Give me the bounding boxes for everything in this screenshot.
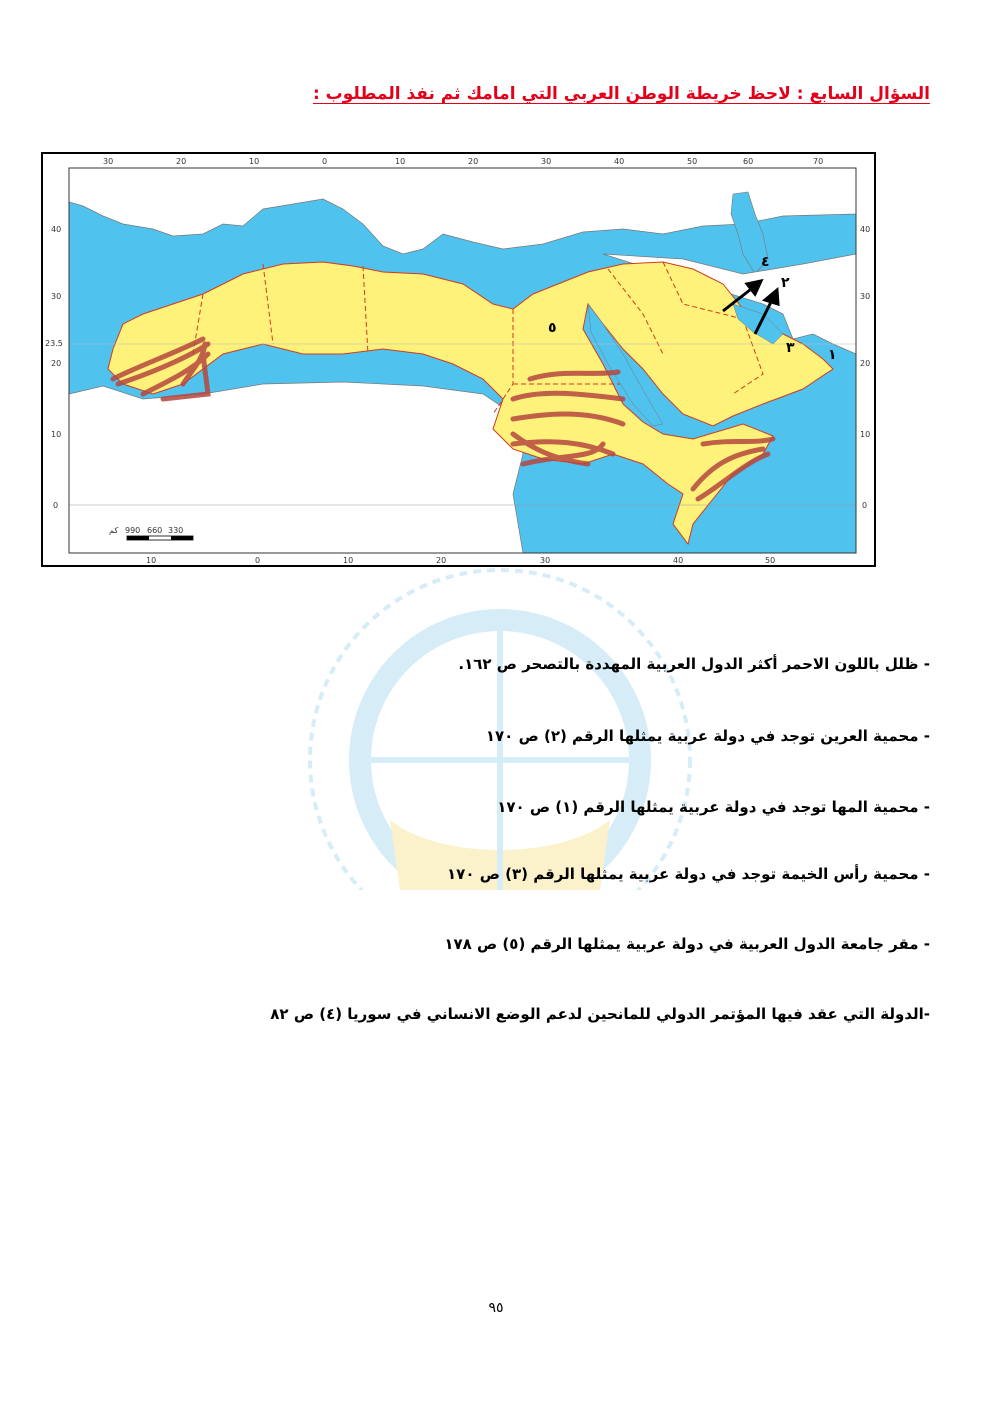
svg-text:0: 0 — [53, 501, 59, 510]
marker-5: ٥ — [548, 320, 557, 336]
top-ticks — [103, 157, 823, 166]
svg-text:10: 10 — [343, 556, 354, 565]
question-4: - محمية رأس الخيمة توجد في دولة عربية يمثلها الرقم (٣) ص ١٧٠ — [447, 865, 930, 883]
svg-text:0: 0 — [862, 501, 868, 510]
svg-text:30: 30 — [103, 157, 114, 166]
svg-text:23.5: 23.5 — [45, 339, 63, 348]
svg-text:660: 660 — [147, 526, 163, 535]
question-title: السؤال السابع : لاحظ خريطة الوطن العربي التي امامك ثم نفذ المطلوب : — [312, 84, 930, 104]
question-1: - ظلل باللون الاحمر أكثر الدول العربية المهددة بالتصحر ص ١٦٢. — [458, 655, 930, 673]
watermark-logo — [200, 560, 800, 890]
question-3: - محمية المها توجد في دولة عربية يمثلها الرقم (١) ص ١٧٠ — [497, 798, 930, 816]
map-canvas — [43, 154, 874, 565]
svg-text:10: 10 — [51, 430, 62, 439]
svg-text:990: 990 — [125, 526, 141, 535]
svg-text:20: 20 — [468, 157, 479, 166]
svg-text:50: 50 — [765, 556, 776, 565]
svg-text:20: 20 — [860, 359, 871, 368]
svg-text:40: 40 — [860, 225, 871, 234]
svg-text:70: 70 — [813, 157, 824, 166]
svg-text:20: 20 — [176, 157, 187, 166]
right-ticks — [860, 225, 870, 510]
svg-text:0: 0 — [255, 556, 261, 565]
svg-text:40: 40 — [673, 556, 684, 565]
svg-text:10: 10 — [146, 556, 157, 565]
marker-4: ٤ — [761, 254, 770, 270]
svg-text:20: 20 — [51, 359, 62, 368]
svg-text:60: 60 — [743, 157, 754, 166]
svg-text:10: 10 — [249, 157, 260, 166]
svg-text:20: 20 — [436, 556, 447, 565]
svg-text:30: 30 — [540, 556, 551, 565]
svg-text:30: 30 — [51, 292, 62, 301]
svg-text:50: 50 — [687, 157, 698, 166]
question-6: -الدولة التي عقد فيها المؤتمر الدولي للمانحين لدعم الوضع الانساني في سوريا (٤) ص ٨٢ — [270, 1005, 930, 1023]
svg-text:330: 330 — [168, 526, 184, 535]
left-ticks — [45, 225, 63, 510]
marker-3: ٣ — [786, 340, 795, 356]
question-2: - محمية العرين توجد في دولة عربية يمثلها الرقم (٢) ص ١٧٠ — [485, 727, 930, 745]
svg-text:10: 10 — [395, 157, 406, 166]
question-5: - مقر جامعة الدول العربية في دولة عربية يمثلها الرقم (٥) ص ١٧٨ — [444, 935, 930, 953]
svg-text:30: 30 — [541, 157, 552, 166]
svg-text:كم: كم — [109, 526, 119, 535]
svg-text:0: 0 — [322, 157, 328, 166]
svg-text:40: 40 — [614, 157, 625, 166]
svg-text:30: 30 — [860, 292, 871, 301]
svg-text:40: 40 — [51, 225, 62, 234]
page-number: ٩٥ — [488, 1300, 504, 1316]
svg-text:10: 10 — [860, 430, 871, 439]
arab-world-map — [41, 152, 876, 567]
marker-1: ١ — [828, 347, 837, 363]
marker-2: ٢ — [781, 275, 790, 291]
